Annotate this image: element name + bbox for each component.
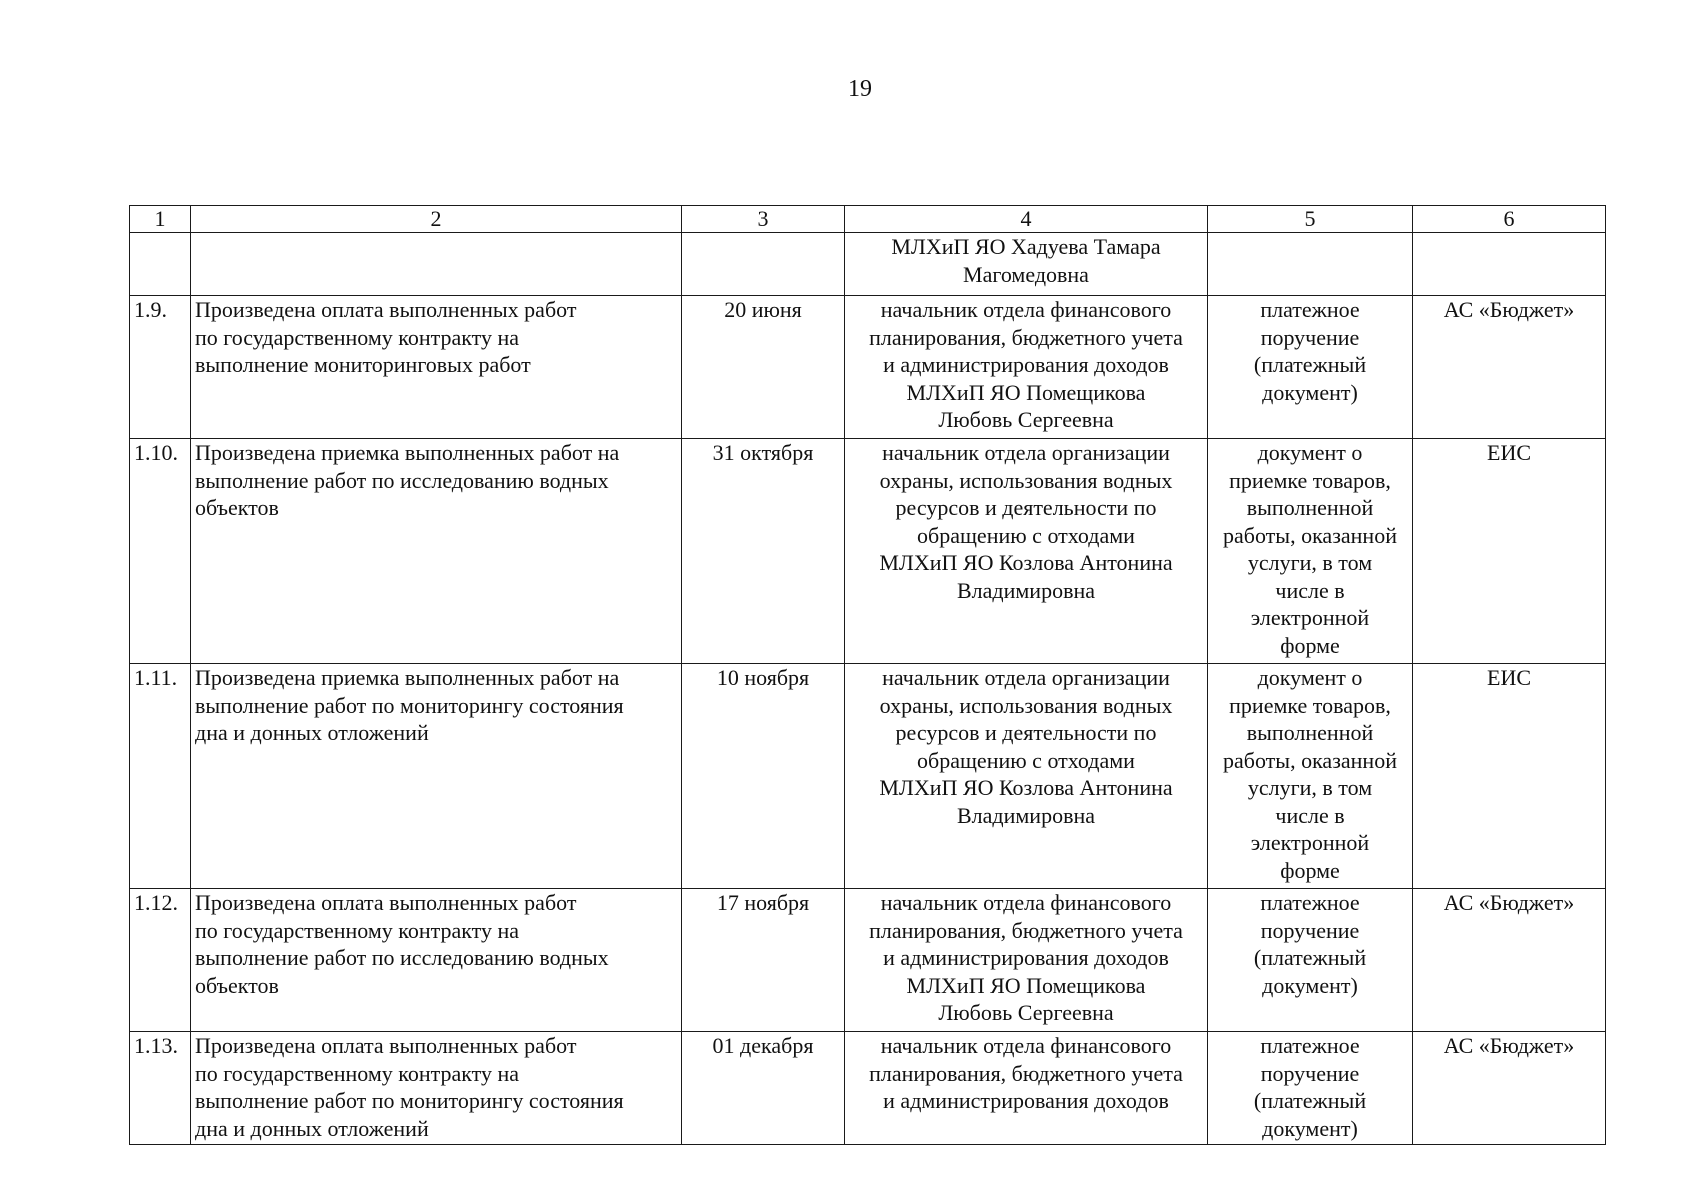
table-row (130, 233, 1606, 296)
table-row (130, 439, 1606, 664)
document-cell: платежное поручение (платежный документ) (1208, 889, 1413, 1032)
document-cell: документ о приемке товаров, выполненной работы, оказанной услуги, в том числе в электронной форме (1208, 664, 1413, 889)
system-cell: АС «Бюджет» (1413, 889, 1606, 1032)
row-number-cell: 1.11. (130, 664, 191, 889)
document-cell (1208, 233, 1413, 296)
responsible-cell: начальник отдела организации охраны, использования водных ресурсов и деятельности по обращению с отходами МЛХиП ЯО Козлова Антонина Владимировна (845, 439, 1208, 664)
responsible-cell: начальник отдела финансового планирования, бюджетного учета и администрирования доходов МЛХиП ЯО Помещикова Любовь Сергеевна (845, 296, 1208, 439)
row-number-cell: 1.12. (130, 889, 191, 1032)
table-header-row (130, 206, 1606, 233)
table-row (130, 1032, 1606, 1145)
table-row (130, 664, 1606, 889)
date-cell: 20 июня (682, 296, 845, 439)
event-description-cell: Произведена приемка выполненных работ на выполнение работ по мониторингу состояния дна и донных отложений (191, 664, 682, 889)
responsible-cell: МЛХиП ЯО Хадуева Тамара Магомедовна (845, 233, 1208, 296)
date-cell: 01 декабря (682, 1032, 845, 1145)
system-cell: АС «Бюджет» (1413, 1032, 1606, 1145)
column-header: 4 (845, 206, 1208, 233)
event-description-cell: Произведена оплата выполненных работ по государственному контракту на выполнение работ по мониторингу состояния дна и донных отложений (191, 1032, 682, 1145)
row-number-cell: 1.13. (130, 1032, 191, 1145)
event-description-cell: Произведена приемка выполненных работ на выполнение работ по исследованию водных объектов (191, 439, 682, 664)
column-header: 1 (130, 206, 191, 233)
table-row (130, 889, 1606, 1032)
responsible-cell: начальник отдела финансового планирования, бюджетного учета и администрирования доходов МЛХиП ЯО Помещикова Любовь Сергеевна (845, 889, 1208, 1032)
system-cell (1413, 233, 1606, 296)
event-description-cell: Произведена оплата выполненных работ по государственному контракту на выполнение работ по исследованию водных объектов (191, 889, 682, 1032)
column-header: 5 (1208, 206, 1413, 233)
date-cell: 17 ноября (682, 889, 845, 1032)
document-cell: документ о приемке товаров, выполненной работы, оказанной услуги, в том числе в электронной форме (1208, 439, 1413, 664)
row-number-cell (130, 233, 191, 296)
system-cell: АС «Бюджет» (1413, 296, 1606, 439)
responsible-cell: начальник отдела организации охраны, использования водных ресурсов и деятельности по обращению с отходами МЛХиП ЯО Козлова Антонина Владимировна (845, 664, 1208, 889)
column-header: 3 (682, 206, 845, 233)
system-cell: ЕИС (1413, 664, 1606, 889)
document-cell: платежное поручение (платежный документ) (1208, 1032, 1413, 1145)
row-number-cell: 1.10. (130, 439, 191, 664)
responsible-cell: начальник отдела финансового планирования, бюджетного учета и администрирования доходов (845, 1032, 1208, 1145)
date-cell: 31 октября (682, 439, 845, 664)
column-header: 2 (191, 206, 682, 233)
date-cell (682, 233, 845, 296)
event-description-cell: Произведена оплата выполненных работ по государственному контракту на выполнение мониторинговых работ (191, 296, 682, 439)
event-description-cell (191, 233, 682, 296)
plan-table (129, 205, 1606, 1145)
page-number: 19 (848, 76, 872, 102)
document-cell: платежное поручение (платежный документ) (1208, 296, 1413, 439)
date-cell: 10 ноября (682, 664, 845, 889)
column-header: 6 (1413, 206, 1606, 233)
row-number-cell: 1.9. (130, 296, 191, 439)
system-cell: ЕИС (1413, 439, 1606, 664)
table-row (130, 296, 1606, 439)
